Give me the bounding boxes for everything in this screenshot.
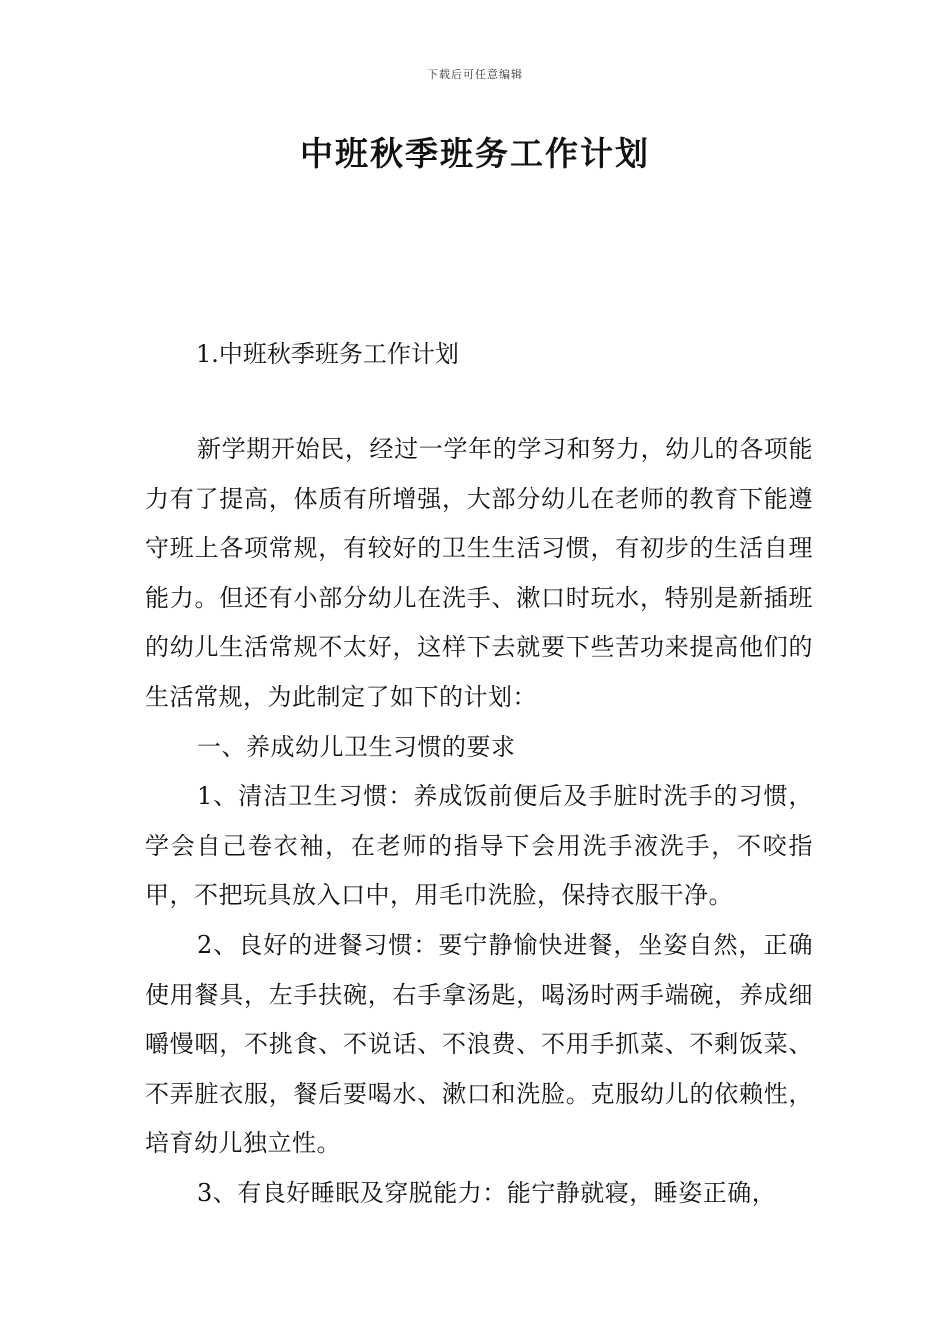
document-body — [145, 425, 813, 1219]
paragraph-eating-habits: 2、良好的进餐习惯：要宁静愉快进餐，坐姿自然，正确使用餐具，左手扶碗，右手拿汤匙，喝汤时两手端碗，养成细嚼慢咽，不挑食、不说话、不浪费、不用手抓菜、不剩饭菜、不弄脏衣服，餐后要喝水、漱口和洗脸。克服幼儿的依赖性，培育幼儿独立性。 — [145, 930, 813, 1158]
header-note: 下载后可任意编辑 — [427, 68, 523, 81]
subheading-hygiene-requirements: 一、养成幼儿卫生习惯的要求 — [197, 732, 516, 761]
paragraph-sleep-habits: 3、有良好睡眠及穿脱能力：能宁静就寝，睡姿正确， — [197, 1178, 777, 1207]
intro-paragraph: 新学期开始民，经过一学年的学习和努力，幼儿的各项能力有了提高，体质有所增强，大部分幼儿在老师的教育下能遵守班上各项常规，有较好的卫生生活习惯，有初步的生活自理能力。但还有小部分幼儿在洗手、漱口时玩水，特别是新插班的幼儿生活常规不太好，这样下去就要下些苦功来提高他们的生活常规，为此制定了如下的计划： — [145, 435, 813, 711]
section-heading: 1.中班秋季班务工作计划 — [196, 340, 459, 368]
document-title: 中班秋季班务工作计划 — [300, 134, 650, 173]
paragraph-cleanliness-habits: 1、清洁卫生习惯：养成饭前便后及手脏时洗手的习惯，学会自己卷衣袖，在老师的指导下会用洗手液洗手，不咬指甲，不把玩具放入口中，用毛巾洗脸，保持衣服干净。 — [145, 782, 813, 910]
